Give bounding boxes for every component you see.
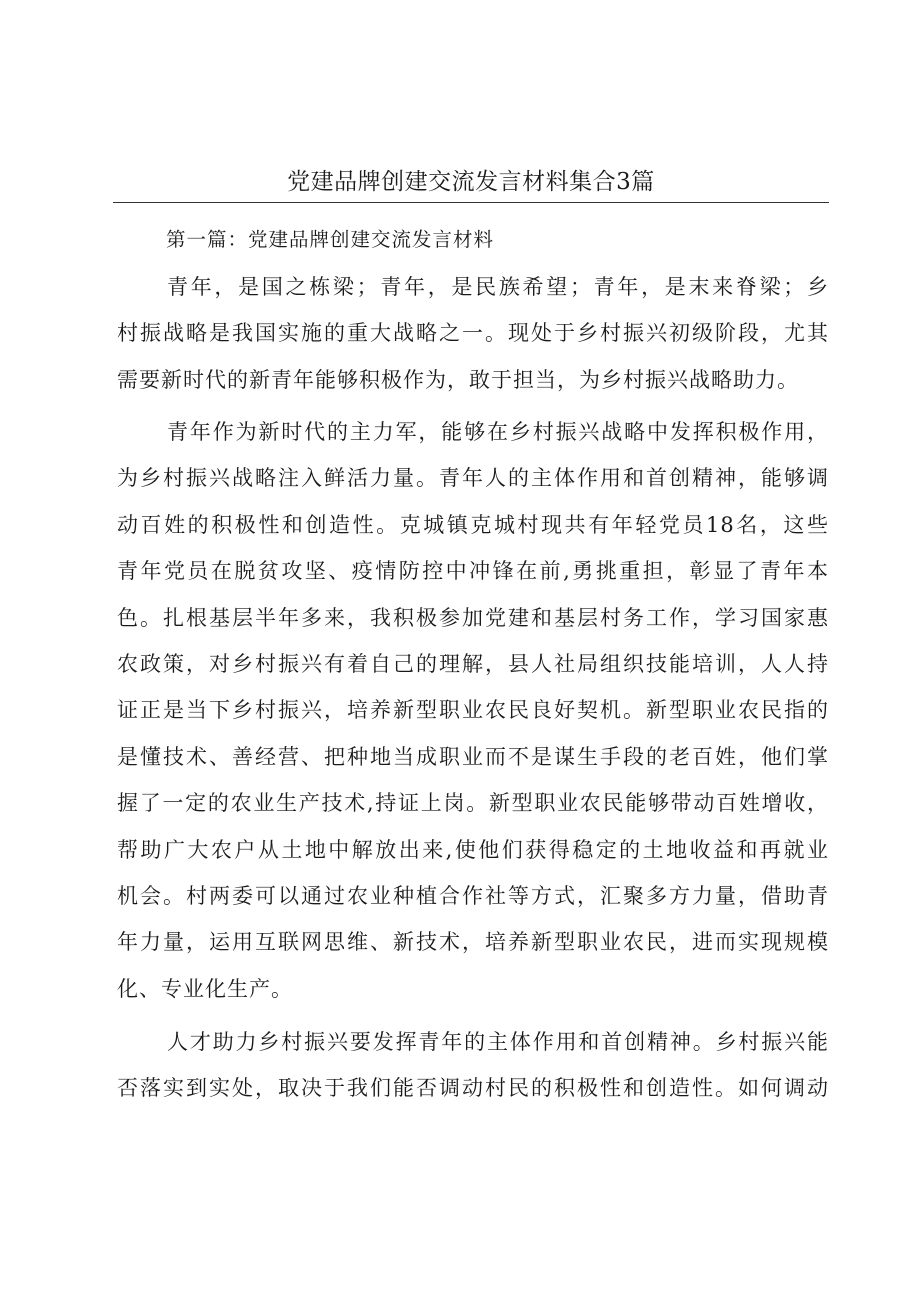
document-title: 党建品牌创建交流发言材料集合3篇	[287, 169, 655, 195]
section-heading: 第一篇：党建品牌创建交流发言材料	[166, 228, 495, 251]
paragraph-line: 年力量，运用互联网思维、新技术，培养新型职业农民，进而实现规模	[117, 930, 829, 955]
paragraph-line: 帮助广大农户从土地中解放出来,使他们获得稳定的土地收益和再就业	[117, 837, 829, 862]
paragraph-line: 否落实到实处，取决于我们能否调动村民的积极性和创造性。如何调动	[117, 1076, 829, 1101]
paragraph-line: 证正是当下乡村振兴，培养新型职业农民良好契机。新型职业农民指的	[117, 698, 829, 723]
paragraph-line: 青年党员在脱贫攻坚、疫情防控中冲锋在前,勇挑重担，彰显了青年本	[117, 559, 829, 584]
paragraph-line: 青年，是国之栋梁；青年，是民族希望；青年，是末来脊梁；乡	[167, 275, 829, 299]
paragraph-line: 为乡村振兴战略注入鲜活力量。青年人的主体作用和首创精神，能够调	[117, 466, 829, 491]
title-divider	[113, 202, 829, 203]
paragraph-line: 需要新时代的新青年能够积极作为，敢于担当，为乡村振兴战略助力。	[117, 367, 799, 392]
paragraph-3	[117, 1019, 829, 1112]
paragraph-line: 握了一定的农业生产技术,持证上岗。新型职业农民能够带动百姓增收，	[117, 791, 829, 816]
paragraph-line: 青年作为新时代的主力军，能够在乡村振兴战略中发挥积极作用，	[167, 420, 829, 444]
paragraph-line: 村振战略是我国实施的重大战略之一。现处于乡村振兴初级阶段，尤其	[117, 321, 829, 346]
paragraph-line: 农政策，对乡村振兴有着自己的理解，县人社局组织技能培训，人人持	[117, 651, 829, 676]
paragraph-line: 化、专业化生产。	[117, 976, 293, 1001]
paragraph-line: 机会。村两委可以通过农业种植合作社等方式，汇聚多方力量，借助青	[117, 883, 829, 908]
paragraph-line: 动百姓的积极性和创造性。克城镇克城村现共有年轻党员18名，这些	[117, 512, 829, 537]
paragraph-line: 是懂技术、善经营、把种地当成职业而不是谋生手段的老百姓，他们掌	[117, 744, 829, 769]
paragraph-line: 人才助力乡村振兴要发挥青年的主体作用和首创精神。乡村振兴能	[167, 1030, 829, 1054]
paragraph-2	[117, 409, 829, 1012]
paragraph-line: 色。扎根基层半年多来，我积极参加党建和基层村务工作，学习国家惠	[117, 605, 829, 630]
paragraph-1	[117, 264, 829, 403]
